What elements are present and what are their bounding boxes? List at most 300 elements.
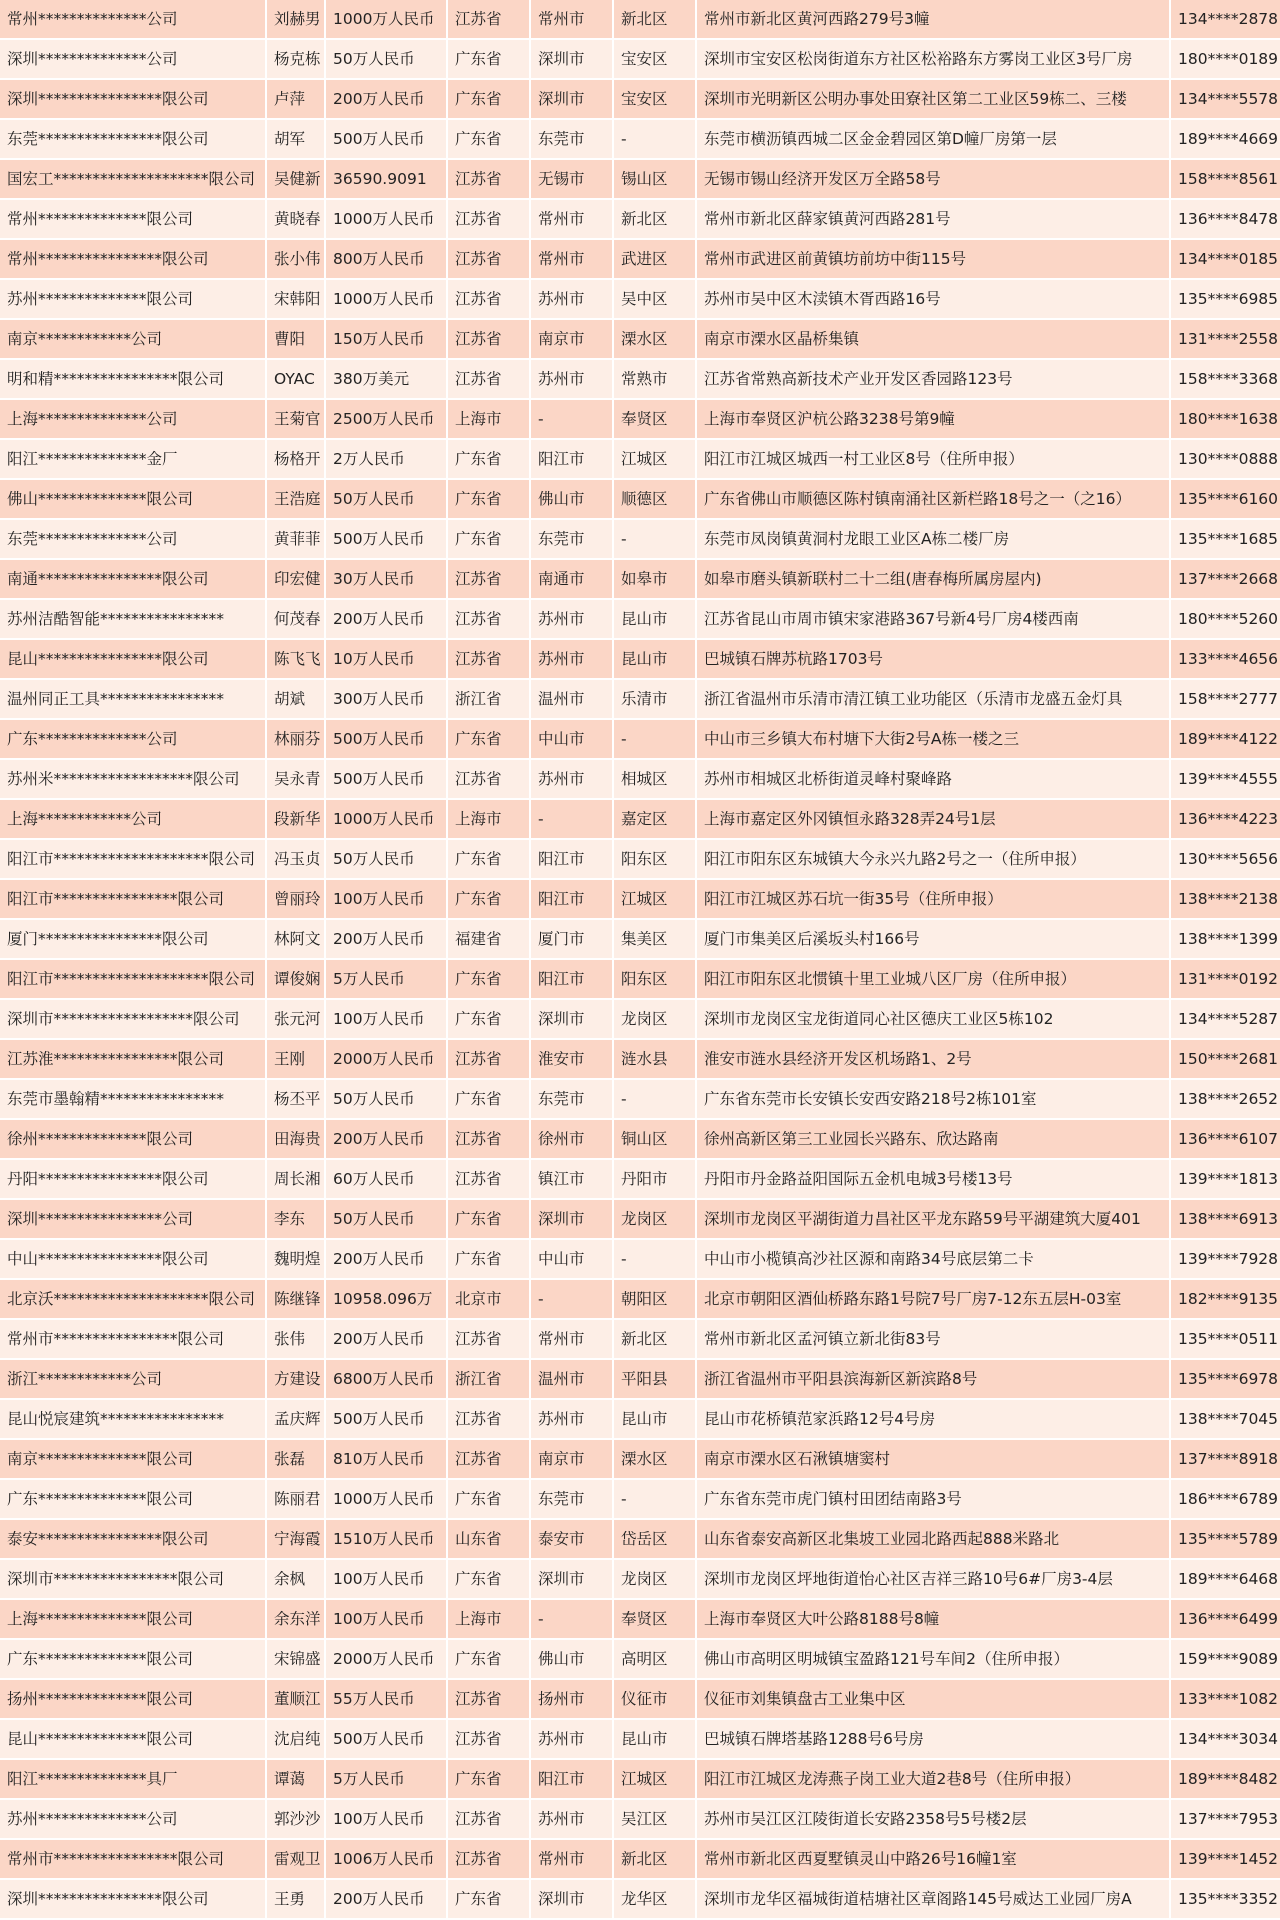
phone-cell: 138****2138 — [1171, 880, 1280, 918]
address-cell: 常州市新北区薛家镇黄河西路281号 — [697, 200, 1169, 238]
table-row — [0, 160, 1280, 198]
phone-cell: 133****4656 — [1171, 640, 1280, 678]
city-cell: 苏州市 — [531, 760, 612, 798]
phone-cell: 135****0511 — [1171, 1320, 1280, 1358]
company-name-cell: 浙江************公司 — [0, 1360, 265, 1398]
company-name-cell: 深圳市******************限公司 — [0, 1000, 265, 1038]
company-name-cell: 江苏淮****************限公司 — [0, 1040, 265, 1078]
district-cell: 阳东区 — [614, 840, 695, 878]
province-cell: 广东省 — [448, 1200, 529, 1238]
city-cell: 东莞市 — [531, 1080, 612, 1118]
table-row — [0, 400, 1280, 438]
company-name-cell: 昆山**************限公司 — [0, 1720, 265, 1758]
province-cell: 上海市 — [448, 800, 529, 838]
address-cell: 阳江市阳东区北惯镇十里工业城八区厂房（住所申报） — [697, 960, 1169, 998]
address-cell: 阳江市江城区城西一村工业区8号（住所申报） — [697, 440, 1169, 478]
table-row — [0, 1320, 1280, 1358]
company-name-cell: 东莞**************公司 — [0, 520, 265, 558]
capital-cell: 10958.096万 — [326, 1280, 446, 1318]
legal-rep-cell: 宁海霞 — [267, 1520, 324, 1558]
table-row — [0, 1400, 1280, 1438]
legal-rep-cell: 余东洋 — [267, 1600, 324, 1638]
company-name-cell: 中山****************限公司 — [0, 1240, 265, 1278]
district-cell: 龙岗区 — [614, 1560, 695, 1598]
address-cell: 山东省泰安高新区北集坡工业园北路西起888米路北 — [697, 1520, 1169, 1558]
city-cell: 淮安市 — [531, 1040, 612, 1078]
legal-rep-cell: 吴健新 — [267, 160, 324, 198]
address-cell: 常州市武进区前黄镇坊前坊中街115号 — [697, 240, 1169, 278]
address-cell: 丹阳市丹金路益阳国际五金机电城3号楼13号 — [697, 1160, 1169, 1198]
city-cell: 苏州市 — [531, 360, 612, 398]
phone-cell: 138****6913 — [1171, 1200, 1280, 1238]
capital-cell: 10万人民币 — [326, 640, 446, 678]
province-cell: 广东省 — [448, 880, 529, 918]
capital-cell: 6800万人民币 — [326, 1360, 446, 1398]
table-row — [0, 1360, 1280, 1398]
phone-cell: 133****1082 — [1171, 1680, 1280, 1718]
address-cell: 厦门市集美区后溪坂头村166号 — [697, 920, 1169, 958]
phone-cell: 158****2777 — [1171, 680, 1280, 718]
phone-cell: 138****1399 — [1171, 920, 1280, 958]
city-cell: 佛山市 — [531, 480, 612, 518]
phone-cell: 134****5287 — [1171, 1000, 1280, 1038]
company-name-cell: 上海************公司 — [0, 800, 265, 838]
company-name-cell: 上海**************限公司 — [0, 1600, 265, 1638]
address-cell: 深圳市龙岗区宝龙街道同心社区德庆工业区5栋102 — [697, 1000, 1169, 1038]
legal-rep-cell: 段新华 — [267, 800, 324, 838]
table-row — [0, 1240, 1280, 1278]
province-cell: 上海市 — [448, 400, 529, 438]
phone-cell: 137****8918 — [1171, 1440, 1280, 1478]
city-cell: 苏州市 — [531, 1720, 612, 1758]
phone-cell: 135****6978 — [1171, 1360, 1280, 1398]
company-name-cell: 温州同正工具**************** — [0, 680, 265, 718]
address-cell: 深圳市宝安区松岗街道东方社区松裕路东方雾岗工业区3号厂房 — [697, 40, 1169, 78]
district-cell: 新北区 — [614, 1840, 695, 1878]
address-cell: 广东省佛山市顺德区陈村镇南涌社区新栏路18号之一（之16） — [697, 480, 1169, 518]
capital-cell: 500万人民币 — [326, 520, 446, 558]
district-cell: 锡山区 — [614, 160, 695, 198]
province-cell: 北京市 — [448, 1280, 529, 1318]
table-row — [0, 200, 1280, 238]
phone-cell: 189****4669 — [1171, 120, 1280, 158]
city-cell: 佛山市 — [531, 1640, 612, 1678]
legal-rep-cell: 黄菲菲 — [267, 520, 324, 558]
capital-cell: 1006万人民币 — [326, 1840, 446, 1878]
district-cell: - — [614, 720, 695, 758]
province-cell: 浙江省 — [448, 680, 529, 718]
legal-rep-cell: 印宏健 — [267, 560, 324, 598]
phone-cell: 180****1638 — [1171, 400, 1280, 438]
city-cell: 阳江市 — [531, 1760, 612, 1798]
company-name-cell: 广东**************限公司 — [0, 1480, 265, 1518]
province-cell: 山东省 — [448, 1520, 529, 1558]
province-cell: 江苏省 — [448, 0, 529, 38]
table-row — [0, 560, 1280, 598]
table-row — [0, 1000, 1280, 1038]
address-cell: 浙江省温州市乐清市清江镇工业功能区（乐清市龙盛五金灯具 — [697, 680, 1169, 718]
company-name-cell: 苏州**************公司 — [0, 1800, 265, 1838]
city-cell: 常州市 — [531, 0, 612, 38]
province-cell: 江苏省 — [448, 1680, 529, 1718]
province-cell: 江苏省 — [448, 240, 529, 278]
phone-cell: 130****5656 — [1171, 840, 1280, 878]
district-cell: - — [614, 120, 695, 158]
legal-rep-cell: 雷观卫 — [267, 1840, 324, 1878]
province-cell: 江苏省 — [448, 1840, 529, 1878]
company-name-cell: 南京**************限公司 — [0, 1440, 265, 1478]
province-cell: 江苏省 — [448, 1400, 529, 1438]
capital-cell: 100万人民币 — [326, 1560, 446, 1598]
legal-rep-cell: 冯玉贞 — [267, 840, 324, 878]
phone-cell: 136****6499 — [1171, 1600, 1280, 1638]
district-cell: 集美区 — [614, 920, 695, 958]
capital-cell: 1000万人民币 — [326, 1480, 446, 1518]
phone-cell: 189****6468 — [1171, 1560, 1280, 1598]
legal-rep-cell: 陈丽君 — [267, 1480, 324, 1518]
capital-cell: 800万人民币 — [326, 240, 446, 278]
address-cell: 苏州市相城区北桥街道灵峰村聚峰路 — [697, 760, 1169, 798]
capital-cell: 50万人民币 — [326, 1080, 446, 1118]
province-cell: 广东省 — [448, 80, 529, 118]
province-cell: 广东省 — [448, 1640, 529, 1678]
province-cell: 上海市 — [448, 1600, 529, 1638]
company-name-cell: 常州****************限公司 — [0, 240, 265, 278]
phone-cell: 138****7045 — [1171, 1400, 1280, 1438]
legal-rep-cell: 孟庆辉 — [267, 1400, 324, 1438]
district-cell: 昆山市 — [614, 1400, 695, 1438]
city-cell: 温州市 — [531, 1360, 612, 1398]
legal-rep-cell: 刘赫男 — [267, 0, 324, 38]
legal-rep-cell: 魏明煌 — [267, 1240, 324, 1278]
legal-rep-cell: 宋锦盛 — [267, 1640, 324, 1678]
company-name-cell: 厦门****************限公司 — [0, 920, 265, 958]
table-row — [0, 480, 1280, 518]
address-cell: 广东省东莞市虎门镇村田团结南路3号 — [697, 1480, 1169, 1518]
city-cell: 常州市 — [531, 1320, 612, 1358]
phone-cell: 137****2668 — [1171, 560, 1280, 598]
address-cell: 无锡市锡山经济开发区万全路58号 — [697, 160, 1169, 198]
table-row — [0, 960, 1280, 998]
legal-rep-cell: 王浩庭 — [267, 480, 324, 518]
address-cell: 苏州市吴江区江陵街道长安路2358号5号楼2层 — [697, 1800, 1169, 1838]
capital-cell: 1000万人民币 — [326, 0, 446, 38]
address-cell: 中山市小榄镇高沙社区源和南路34号底层第二卡 — [697, 1240, 1169, 1278]
district-cell: 丹阳市 — [614, 1160, 695, 1198]
city-cell: 深圳市 — [531, 1000, 612, 1038]
company-name-cell: 常州市****************限公司 — [0, 1840, 265, 1878]
address-cell: 东莞市凤岗镇黄洞村龙眼工业区A栋二楼厂房 — [697, 520, 1169, 558]
address-cell: 常州市新北区黄河西路279号3幢 — [697, 0, 1169, 38]
district-cell: 新北区 — [614, 200, 695, 238]
city-cell: - — [531, 1280, 612, 1318]
phone-cell: 186****6789 — [1171, 1480, 1280, 1518]
legal-rep-cell: 李东 — [267, 1200, 324, 1238]
table-row — [0, 1720, 1280, 1758]
phone-cell: 139****1452 — [1171, 1840, 1280, 1878]
district-cell: 涟水县 — [614, 1040, 695, 1078]
district-cell: 仪征市 — [614, 1680, 695, 1718]
phone-cell: 130****0888 — [1171, 440, 1280, 478]
city-cell: 阳江市 — [531, 440, 612, 478]
legal-rep-cell: 董顺江 — [267, 1680, 324, 1718]
province-cell: 广东省 — [448, 720, 529, 758]
table-row — [0, 680, 1280, 718]
province-cell: 江苏省 — [448, 1040, 529, 1078]
city-cell: 常州市 — [531, 240, 612, 278]
province-cell: 江苏省 — [448, 280, 529, 318]
phone-cell: 131****0192 — [1171, 960, 1280, 998]
address-cell: 常州市新北区西夏墅镇灵山中路26号16幢1室 — [697, 1840, 1169, 1878]
capital-cell: 5万人民币 — [326, 1760, 446, 1798]
company-name-cell: 广东**************限公司 — [0, 1640, 265, 1678]
legal-rep-cell: 张磊 — [267, 1440, 324, 1478]
legal-rep-cell: 余枫 — [267, 1560, 324, 1598]
table-row — [0, 520, 1280, 558]
table-row — [0, 360, 1280, 398]
legal-rep-cell: 黄晓春 — [267, 200, 324, 238]
table-row — [0, 1440, 1280, 1478]
legal-rep-cell: 郭沙沙 — [267, 1800, 324, 1838]
city-cell: 常州市 — [531, 1840, 612, 1878]
district-cell: 阳东区 — [614, 960, 695, 998]
capital-cell: 200万人民币 — [326, 1120, 446, 1158]
company-name-cell: 苏州**************限公司 — [0, 280, 265, 318]
district-cell: 宝安区 — [614, 40, 695, 78]
province-cell: 江苏省 — [448, 1320, 529, 1358]
province-cell: 广东省 — [448, 120, 529, 158]
city-cell: 东莞市 — [531, 520, 612, 558]
phone-cell: 180****0189 — [1171, 40, 1280, 78]
capital-cell: 500万人民币 — [326, 1400, 446, 1438]
phone-cell: 136****4223 — [1171, 800, 1280, 838]
table-row — [0, 800, 1280, 838]
phone-cell: 139****4555 — [1171, 760, 1280, 798]
city-cell: 温州市 — [531, 680, 612, 718]
province-cell: 广东省 — [448, 40, 529, 78]
city-cell: 深圳市 — [531, 1200, 612, 1238]
table-row — [0, 1840, 1280, 1878]
district-cell: 岱岳区 — [614, 1520, 695, 1558]
capital-cell: 100万人民币 — [326, 1800, 446, 1838]
city-cell: 中山市 — [531, 720, 612, 758]
city-cell: 阳江市 — [531, 960, 612, 998]
district-cell: 奉贤区 — [614, 1600, 695, 1638]
company-name-cell: 泰安****************限公司 — [0, 1520, 265, 1558]
city-cell: 苏州市 — [531, 640, 612, 678]
table-row — [0, 280, 1280, 318]
district-cell: 江城区 — [614, 1760, 695, 1798]
phone-cell: 131****2558 — [1171, 320, 1280, 358]
address-cell: 深圳市龙岗区平湖街道力昌社区平龙东路59号平湖建筑大厦401 — [697, 1200, 1169, 1238]
district-cell: 新北区 — [614, 1320, 695, 1358]
address-cell: 江苏省昆山市周市镇宋家港路367号新4号厂房4楼西南 — [697, 600, 1169, 638]
company-name-cell: 深圳市****************限公司 — [0, 1560, 265, 1598]
phone-cell: 180****5260 — [1171, 600, 1280, 638]
phone-cell: 135****6985 — [1171, 280, 1280, 318]
company-name-cell: 昆山****************限公司 — [0, 640, 265, 678]
capital-cell: 200万人民币 — [326, 920, 446, 958]
phone-cell: 159****9089 — [1171, 1640, 1280, 1678]
province-cell: 广东省 — [448, 1760, 529, 1798]
address-cell: 上海市奉贤区沪杭公路3238号第9幢 — [697, 400, 1169, 438]
company-name-cell: 南通****************限公司 — [0, 560, 265, 598]
district-cell: 嘉定区 — [614, 800, 695, 838]
province-cell: 广东省 — [448, 840, 529, 878]
company-name-cell: 上海**************公司 — [0, 400, 265, 438]
district-cell: 昆山市 — [614, 1720, 695, 1758]
phone-cell: 134****3034 — [1171, 1720, 1280, 1758]
table-row — [0, 920, 1280, 958]
phone-cell: 139****1813 — [1171, 1160, 1280, 1198]
district-cell: 如皋市 — [614, 560, 695, 598]
legal-rep-cell: OYAC — [267, 360, 324, 398]
address-cell: 阳江市江城区龙涛燕子岗工业大道2巷8号（住所申报） — [697, 1760, 1169, 1798]
phone-cell: 150****2681 — [1171, 1040, 1280, 1078]
district-cell: 吴江区 — [614, 1800, 695, 1838]
table-row — [0, 1880, 1280, 1918]
legal-rep-cell: 林丽芬 — [267, 720, 324, 758]
address-cell: 东莞市横沥镇西城二区金金碧园区第D幢厂房第一层 — [697, 120, 1169, 158]
capital-cell: 200万人民币 — [326, 600, 446, 638]
company-name-cell: 扬州**************限公司 — [0, 1680, 265, 1718]
legal-rep-cell: 王勇 — [267, 1880, 324, 1918]
table-row — [0, 1680, 1280, 1718]
table-row — [0, 840, 1280, 878]
city-cell: 南京市 — [531, 320, 612, 358]
address-cell: 深圳市龙岗区坪地街道怡心社区吉祥三路10号6#厂房3-4层 — [697, 1560, 1169, 1598]
city-cell: 厦门市 — [531, 920, 612, 958]
city-cell: 深圳市 — [531, 40, 612, 78]
province-cell: 江苏省 — [448, 1160, 529, 1198]
table-row — [0, 1560, 1280, 1598]
district-cell: 溧水区 — [614, 320, 695, 358]
company-name-cell: 阳江市****************限公司 — [0, 880, 265, 918]
address-cell: 南京市溧水区晶桥集镇 — [697, 320, 1169, 358]
city-cell: 深圳市 — [531, 1880, 612, 1918]
legal-rep-cell: 田海贵 — [267, 1120, 324, 1158]
capital-cell: 500万人民币 — [326, 760, 446, 798]
capital-cell: 2000万人民币 — [326, 1640, 446, 1678]
company-name-cell: 徐州**************限公司 — [0, 1120, 265, 1158]
phone-cell: 136****8478 — [1171, 200, 1280, 238]
capital-cell: 810万人民币 — [326, 1440, 446, 1478]
phone-cell: 134****5578 — [1171, 80, 1280, 118]
district-cell: 顺德区 — [614, 480, 695, 518]
district-cell: 奉贤区 — [614, 400, 695, 438]
province-cell: 广东省 — [448, 1000, 529, 1038]
province-cell: 江苏省 — [448, 560, 529, 598]
capital-cell: 200万人民币 — [326, 1880, 446, 1918]
city-cell: 无锡市 — [531, 160, 612, 198]
capital-cell: 1510万人民币 — [326, 1520, 446, 1558]
province-cell: 广东省 — [448, 1240, 529, 1278]
city-cell: 徐州市 — [531, 1120, 612, 1158]
address-cell: 北京市朝阳区酒仙桥路东路1号院7号厂房7-12东五层H-03室 — [697, 1280, 1169, 1318]
capital-cell: 380万美元 — [326, 360, 446, 398]
district-cell: - — [614, 1080, 695, 1118]
city-cell: 镇江市 — [531, 1160, 612, 1198]
capital-cell: 100万人民币 — [326, 880, 446, 918]
capital-cell: 200万人民币 — [326, 80, 446, 118]
address-cell: 阳江市江城区苏石坑一街35号（住所申报） — [697, 880, 1169, 918]
district-cell: 武进区 — [614, 240, 695, 278]
table-row — [0, 880, 1280, 918]
company-name-cell: 丹阳****************限公司 — [0, 1160, 265, 1198]
district-cell: 江城区 — [614, 440, 695, 478]
address-cell: 苏州市吴中区木渎镇木胥西路16号 — [697, 280, 1169, 318]
district-cell: 朝阳区 — [614, 1280, 695, 1318]
legal-rep-cell: 曹阳 — [267, 320, 324, 358]
company-name-cell: 苏州洁酷智能**************** — [0, 600, 265, 638]
province-cell: 广东省 — [448, 480, 529, 518]
district-cell: 常熟市 — [614, 360, 695, 398]
company-name-cell: 阳江**************金厂 — [0, 440, 265, 478]
city-cell: 深圳市 — [531, 80, 612, 118]
legal-rep-cell: 杨克栋 — [267, 40, 324, 78]
address-cell: 深圳市龙华区福城街道桔塘社区章阁路145号威达工业园厂房A — [697, 1880, 1169, 1918]
address-cell: 巴城镇石牌塔基路1288号6号房 — [697, 1720, 1169, 1758]
capital-cell: 36590.9091 — [326, 160, 446, 198]
table-row — [0, 1760, 1280, 1798]
city-cell: 阳江市 — [531, 840, 612, 878]
address-cell: 巴城镇石牌苏杭路1703号 — [697, 640, 1169, 678]
legal-rep-cell: 张元河 — [267, 1000, 324, 1038]
table-row — [0, 1120, 1280, 1158]
address-cell: 上海市奉贤区大叶公路8188号8幢 — [697, 1600, 1169, 1638]
district-cell: 乐清市 — [614, 680, 695, 718]
province-cell: 江苏省 — [448, 320, 529, 358]
district-cell: - — [614, 520, 695, 558]
legal-rep-cell: 林阿文 — [267, 920, 324, 958]
table-row — [0, 1640, 1280, 1678]
city-cell: 东莞市 — [531, 1480, 612, 1518]
capital-cell: 2500万人民币 — [326, 400, 446, 438]
table-row — [0, 600, 1280, 638]
province-cell: 江苏省 — [448, 200, 529, 238]
city-cell: 扬州市 — [531, 1680, 612, 1718]
company-name-cell: 昆山悦宸建筑**************** — [0, 1400, 265, 1438]
phone-cell: 135****1685 — [1171, 520, 1280, 558]
phone-cell: 135****3352 — [1171, 1880, 1280, 1918]
city-cell: - — [531, 800, 612, 838]
legal-rep-cell: 胡斌 — [267, 680, 324, 718]
city-cell: - — [531, 1600, 612, 1638]
legal-rep-cell: 吴永青 — [267, 760, 324, 798]
province-cell: 江苏省 — [448, 600, 529, 638]
district-cell: 昆山市 — [614, 600, 695, 638]
district-cell: 江城区 — [614, 880, 695, 918]
capital-cell: 55万人民币 — [326, 1680, 446, 1718]
province-cell: 江苏省 — [448, 1800, 529, 1838]
table-row — [0, 1600, 1280, 1638]
address-cell: 浙江省温州市平阳县滨海新区新滨路8号 — [697, 1360, 1169, 1398]
capital-cell: 30万人民币 — [326, 560, 446, 598]
legal-rep-cell: 张小伟 — [267, 240, 324, 278]
capital-cell: 500万人民币 — [326, 1720, 446, 1758]
phone-cell: 182****9135 — [1171, 1280, 1280, 1318]
company-name-cell: 深圳****************限公司 — [0, 1880, 265, 1918]
district-cell: 宝安区 — [614, 80, 695, 118]
table-row — [0, 1040, 1280, 1078]
address-cell: 广东省东莞市长安镇长安西安路218号2栋101室 — [697, 1080, 1169, 1118]
province-cell: 江苏省 — [448, 160, 529, 198]
capital-cell: 5万人民币 — [326, 960, 446, 998]
province-cell: 江苏省 — [448, 1120, 529, 1158]
city-cell: 常州市 — [531, 200, 612, 238]
table-row — [0, 760, 1280, 798]
legal-rep-cell: 陈继锋 — [267, 1280, 324, 1318]
